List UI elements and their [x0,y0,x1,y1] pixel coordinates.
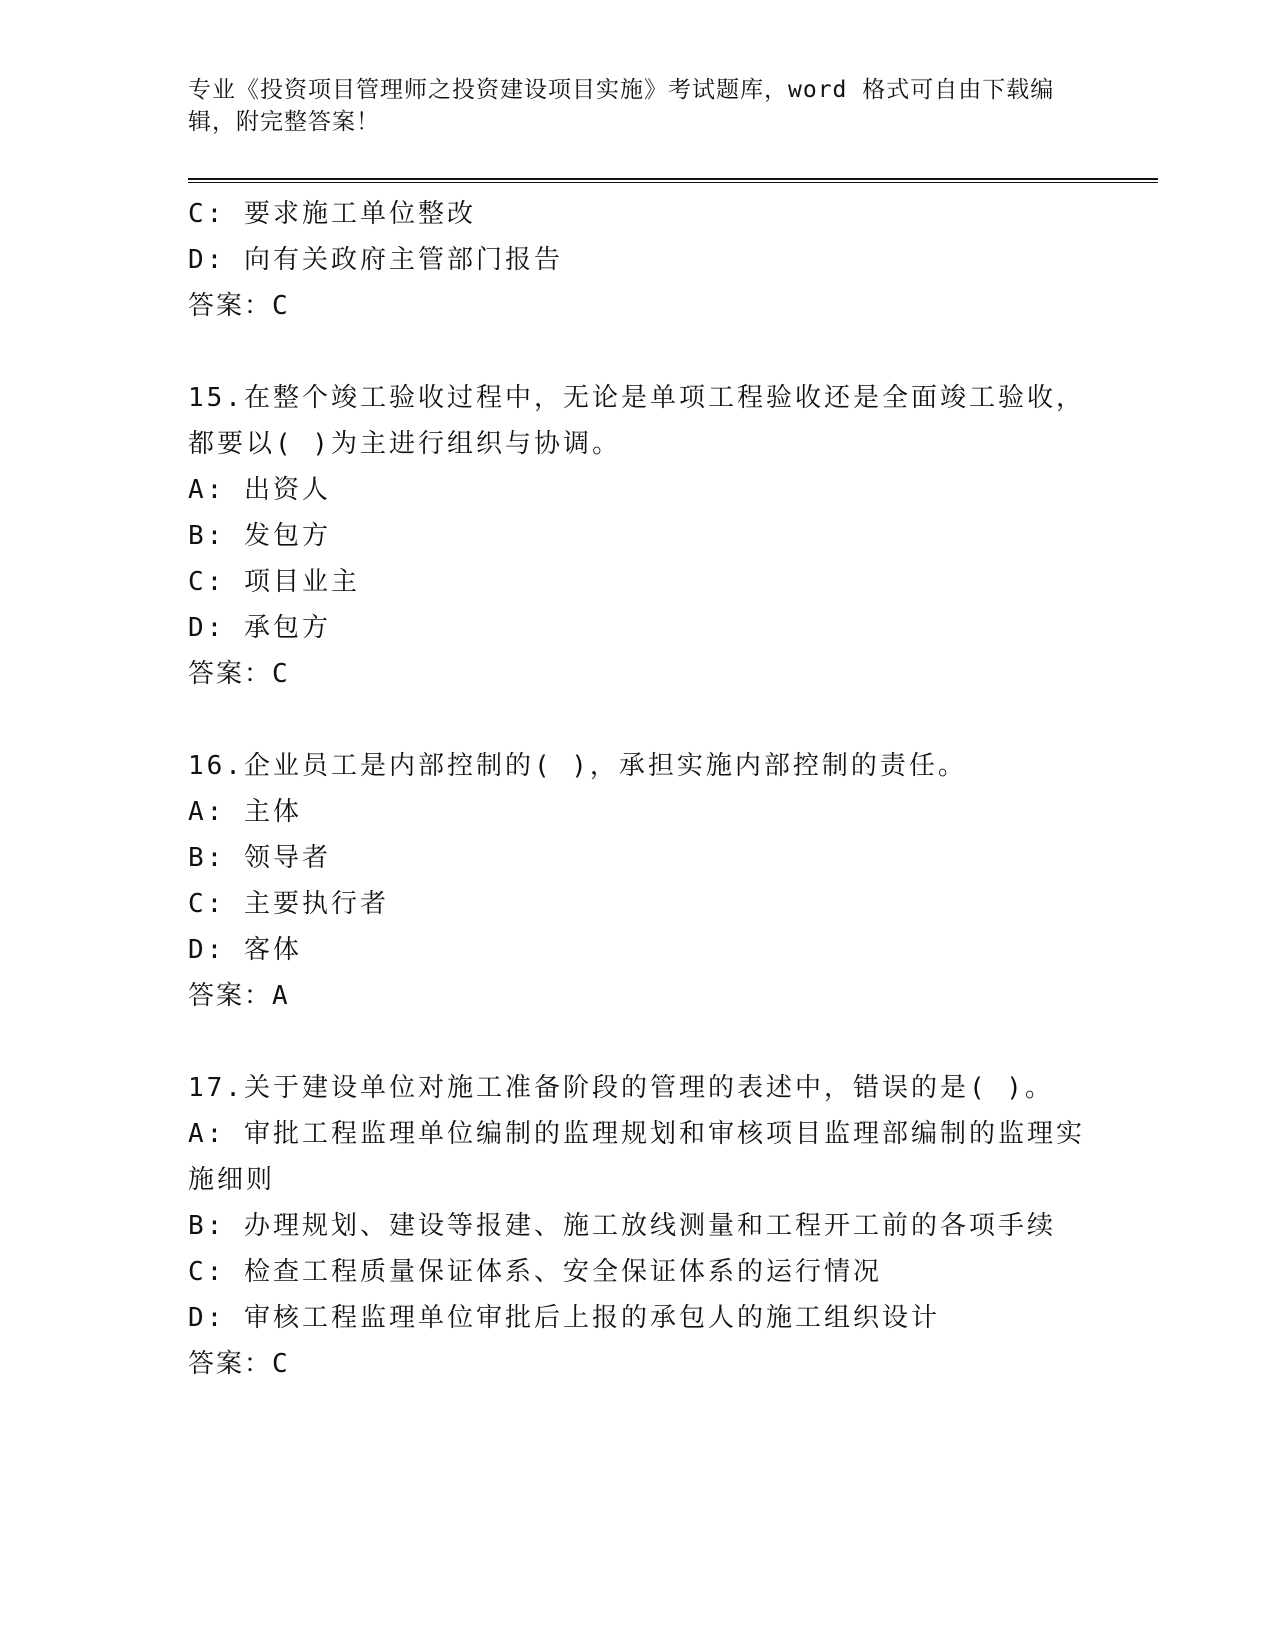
option-text: 审核工程监理单位审批后上报的承包人的施工组织设计 [243,1303,940,1333]
option-c [188,1249,1108,1295]
option-text: 承包方 [243,613,331,643]
option-text: 出资人 [243,475,331,505]
option-text: 领导者 [243,843,331,873]
question-16 [188,743,1108,1019]
option-letter: C: [188,199,226,229]
option-a [188,1111,1108,1203]
question-15 [188,375,1108,697]
question-text: 16.企业员工是内部控制的( )，承担实施内部控制的责任。 [188,751,967,781]
option-text: 客体 [243,935,302,965]
answer-label: 答案： [188,659,273,689]
option-a [188,789,1108,835]
question-text: 17.关于建设单位对施工准备阶段的管理的表述中，错误的是( )。 [188,1073,1054,1103]
option-c [188,881,1108,927]
answer-line [188,1341,1108,1387]
answer-label: 答案： [188,981,273,1011]
option-text: 向有关政府主管部门报告 [243,245,563,275]
option-d [188,605,1108,651]
option-text: 要求施工单位整改 [243,199,476,229]
question-text: 15.在整个竣工验收过程中，无论是单项工程验收还是全面竣工验收，都要以( )为主进行组织与协调。 [188,383,1085,459]
option-text: 发包方 [243,521,331,551]
header-rule [188,178,1158,183]
option-b [188,1203,1108,1249]
option-c [188,559,1108,605]
option-letter: A: [188,797,226,827]
option-letter: D: [188,935,226,965]
option-c [188,191,1108,237]
page-header: 专业《投资项目管理师之投资建设项目实施》考试题库，word 格式可自由下载编辑，附完整答案！ [188,77,1055,135]
option-text: 办理规划、建设等报建、施工放线测量和工程开工前的各项手续 [243,1211,1056,1241]
option-letter: B: [188,843,226,873]
option-d [188,1295,1108,1341]
option-letter: A: [188,1119,226,1149]
option-letter: B: [188,521,226,551]
option-letter: A: [188,475,226,505]
answer-label: 答案： [188,1349,273,1379]
prev-question-tail [188,191,1108,329]
question-content [188,191,1108,1387]
option-a [188,467,1108,513]
option-d [188,927,1108,973]
answer-value: C [272,1349,290,1379]
answer-value: A [272,981,290,1011]
answer-label: 答案： [188,291,273,321]
answer-line [188,283,1108,329]
option-text: 检查工程质量保证体系、安全保证体系的运行情况 [243,1257,882,1287]
answer-value: C [272,291,290,321]
option-letter: D: [188,613,226,643]
option-letter: B: [188,1211,226,1241]
option-letter: C: [188,567,226,597]
answer-line [188,973,1108,1019]
question-17 [188,1065,1108,1387]
option-text: 主体 [243,797,302,827]
option-text: 审批工程监理单位编制的监理规划和审核项目监理部编制的监理实施细则 [188,1119,1085,1195]
option-b [188,513,1108,559]
option-letter: C: [188,1257,226,1287]
option-letter: D: [188,1303,226,1333]
option-text: 项目业主 [243,567,360,597]
option-letter: D: [188,245,226,275]
option-letter: C: [188,889,226,919]
answer-line [188,651,1108,697]
option-d [188,237,1108,283]
option-b [188,835,1108,881]
option-text: 主要执行者 [243,889,389,919]
answer-value: C [272,659,290,689]
